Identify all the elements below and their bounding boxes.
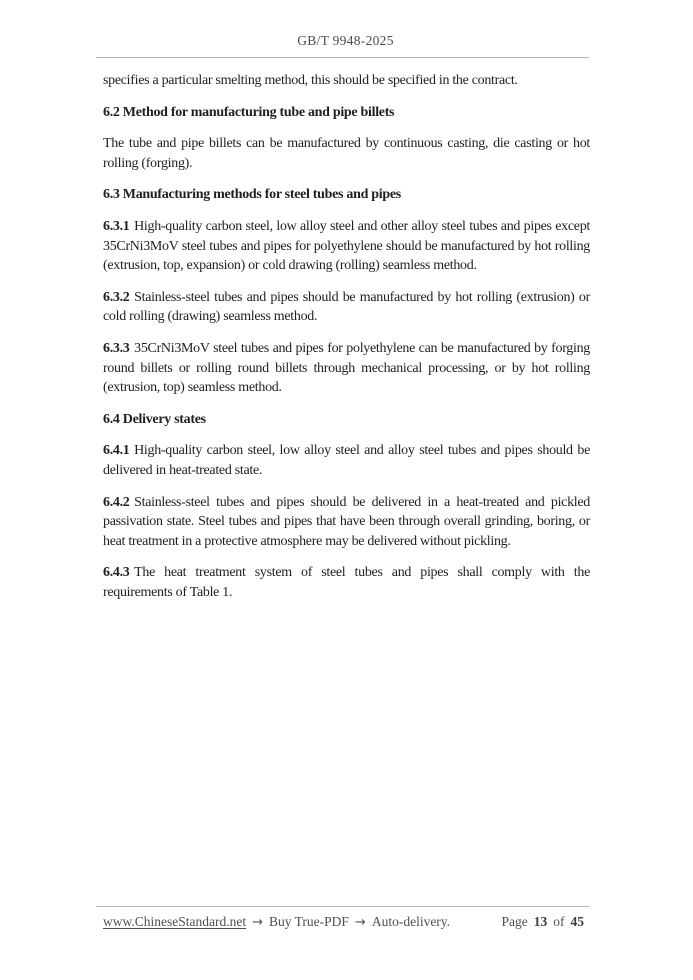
paragraph-6-4-1 [103, 441, 590, 480]
current-page-number: 13 [533, 914, 548, 929]
page-number-indicator [502, 914, 585, 930]
paragraph-6-3-1 [103, 217, 590, 276]
buy-true-pdf-label: Buy True-PDF [269, 914, 349, 929]
paragraph-text: The tube and pipe billets can be manufactured by continuous casting, die casting or hot rolling (forging). [103, 136, 590, 171]
paragraph-6-4-2 [103, 493, 590, 552]
paragraph-text: High-quality carbon steel, low alloy steel and alloy steel tubes and pipes should be delivered in heat-treated state. [103, 443, 590, 478]
auto-delivery-label: Auto-delivery. [371, 914, 451, 929]
header-rule [96, 57, 589, 58]
paragraph-text: Stainless-steel tubes and pipes should be manufactured by hot rolling (extrusion) or cold rolling (drawing) seamless method. [103, 289, 590, 325]
paragraph-6-2 [103, 134, 590, 173]
clause-number: 6.3.3 [103, 340, 130, 356]
page-label: Page [501, 914, 528, 929]
paragraph-text: The heat treatment system of steel tubes and pipes shall comply with the requirements of Table 1. [103, 565, 590, 600]
paragraph-6-3-2 [103, 288, 590, 327]
footer-promo [103, 914, 450, 930]
footer-rule [96, 906, 589, 907]
paragraph-text: 35CrNi3MoV steel tubes and pipes for polyethylene can be manufactured by forging round billets or rolling round billets through mechanical processing, or by hot rolling (extrusion, top) seamless method. [103, 340, 590, 396]
paragraph-text: High-quality carbon steel, low alloy steel and other alloy steel tubes and pipes except 35CrNi3MoV steel tubes and pipes for polyethylene should be manufactured by hot rolling (extrusion, top, expansion) or cold drawing (rolling) seamless method. [103, 218, 590, 274]
clause-number: 6.3.2 [103, 289, 130, 305]
total-page-number: 45 [570, 914, 584, 929]
paragraph-6-4-3 [103, 563, 590, 602]
standard-number-header: GB/T 9948-2025 [297, 33, 394, 48]
section-heading-6-3: 6.3 Manufacturing methods for steel tubes and pipes [103, 187, 401, 203]
paragraph-6-3-3 [103, 339, 590, 398]
intro-paragraph [103, 71, 590, 91]
arrow-icon: → [252, 915, 264, 930]
website-link[interactable]: www.ChineseStandard.net [103, 914, 247, 929]
clause-number: 6.3.1 [103, 218, 130, 234]
paragraph-text: Stainless-steel tubes and pipes should be delivered in a heat-treated and pickled passivation state. Steel tubes and pipes that have been through overall grinding, boring, or heat treatment in a protective atmosphere may be delivered without pickling. [103, 494, 590, 549]
page-footer [103, 914, 584, 930]
section-heading-6-4: 6.4 Delivery states [103, 411, 206, 427]
clause-number: 6.4.1 [103, 443, 130, 459]
section-heading-6-2: 6.2 Method for manufacturing tube and pipe billets [103, 104, 395, 120]
arrow-icon: → [354, 915, 366, 930]
document-body [103, 71, 590, 614]
clause-number: 6.4.3 [103, 565, 130, 581]
page-of-label: of [553, 914, 565, 929]
paragraph-text: specifies a particular smelting method, this should be specified in the contract. [103, 73, 518, 88]
clause-number: 6.4.2 [103, 494, 130, 510]
